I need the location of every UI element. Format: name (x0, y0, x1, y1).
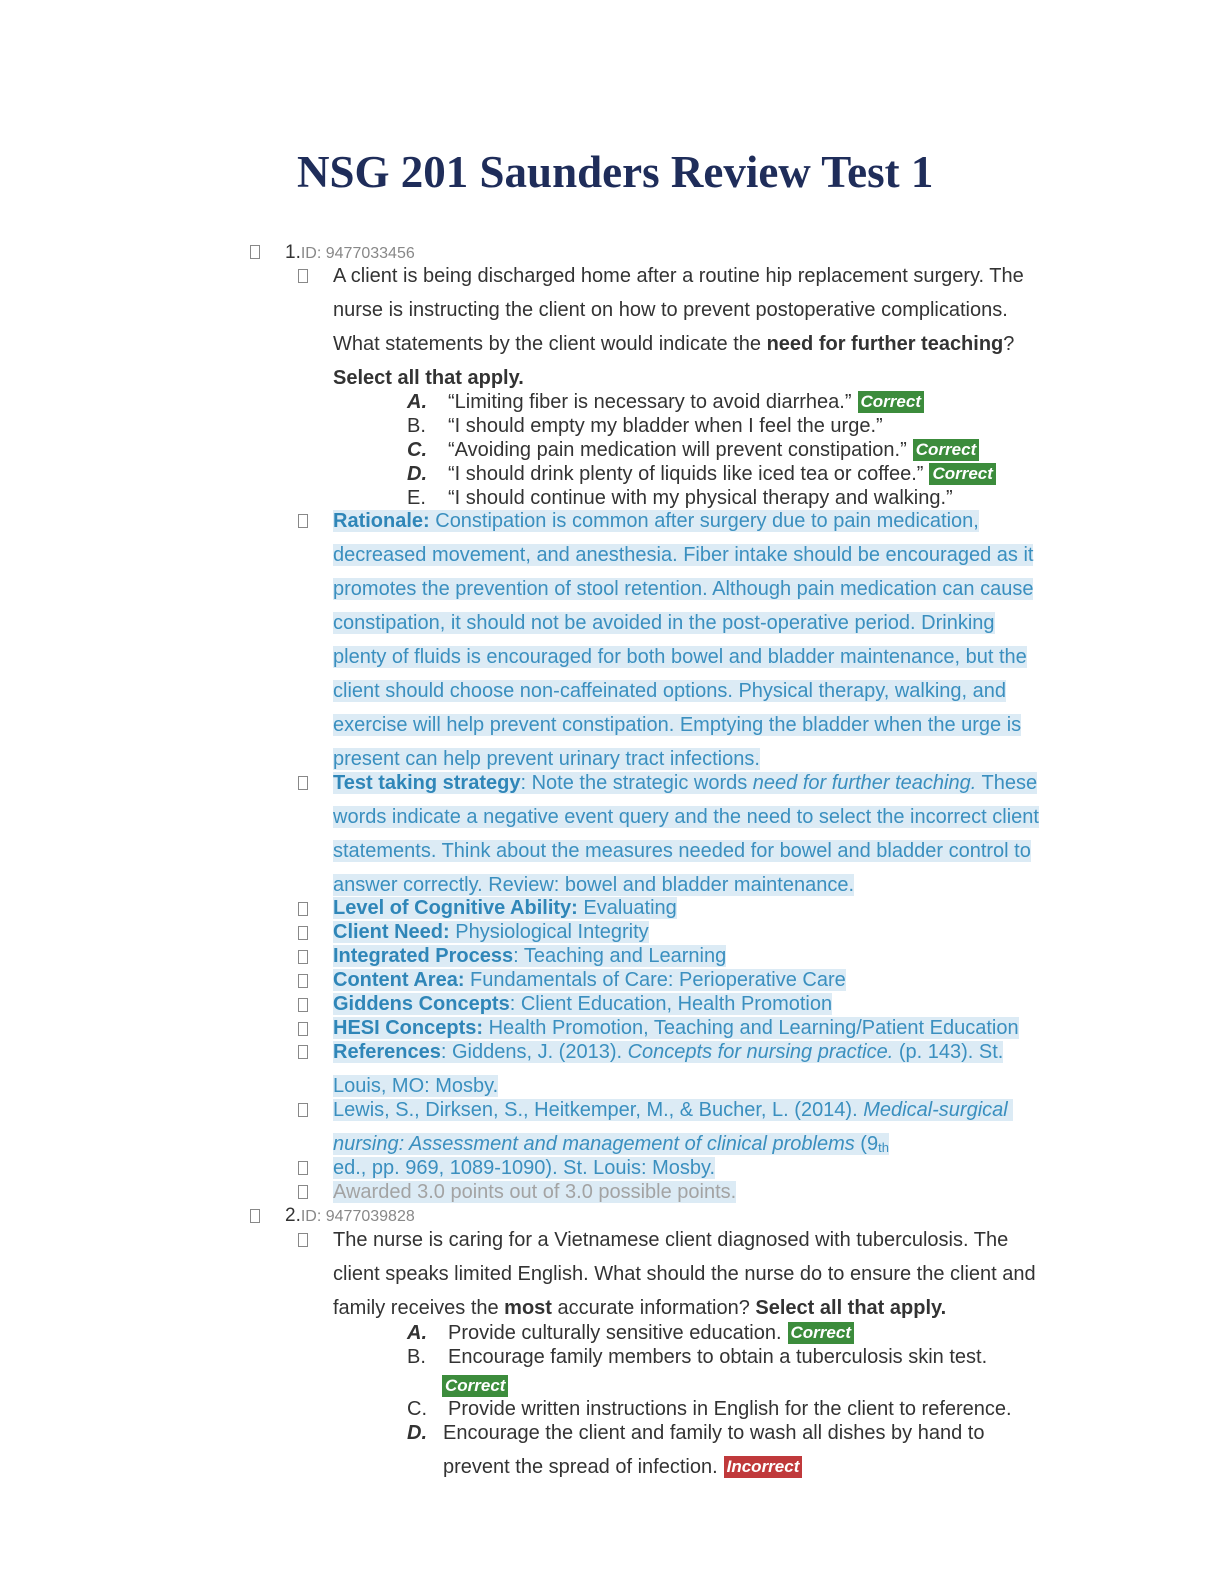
reference-highlight (333, 1133, 889, 1155)
reference-label: References (333, 1041, 441, 1063)
option-letter: A. (407, 1322, 427, 1344)
reference-highlight (333, 1099, 1013, 1121)
reference-italic: Concepts for nursing practice. (627, 1041, 894, 1063)
bullet (298, 998, 308, 1012)
rationale-text: plenty of fluids is encouraged for both bowel and bladder maintenance, but the (333, 646, 1027, 668)
correct-badge: Correct (858, 391, 924, 413)
option-letter: D. (407, 1422, 427, 1444)
meta-highlight (333, 993, 832, 1015)
correct-badge: Correct (788, 1322, 854, 1344)
reference-line (333, 1041, 1003, 1064)
bullet (298, 269, 308, 283)
meta-label: Content Area: (333, 969, 465, 991)
bullet (298, 1045, 308, 1059)
option-text: Encourage family members to obtain a tuberculosis skin test. (448, 1346, 988, 1368)
answer-option[interactable] (448, 1398, 1012, 1421)
meta-item (333, 897, 677, 920)
question-number-text: 1. (285, 242, 301, 263)
reference-text: (p. 143). St. (893, 1041, 1004, 1063)
strategy-italic: need for further teaching. (752, 772, 977, 794)
question-stem-line: The nurse is caring for a Vietnamese client diagnosed with tuberculosis. The (333, 1229, 1009, 1251)
meta-value: Evaluating (577, 897, 677, 919)
meta-item (333, 921, 649, 944)
bullet (250, 1209, 260, 1223)
option-text: Encourage the client and family to wash all dishes by hand to (443, 1422, 985, 1444)
question-number-text: 2. (285, 1205, 301, 1226)
reference-text: : Giddens, J. (2013). (440, 1041, 628, 1063)
meta-highlight (333, 921, 649, 943)
stem-text: ? (1003, 333, 1015, 355)
bullet (298, 1161, 308, 1175)
option-letter: B. (407, 1346, 426, 1368)
meta-highlight (333, 969, 846, 991)
rationale-line (333, 578, 1033, 601)
rationale-text: client should choose non-caffeinated options. Physical therapy, walking, and (333, 680, 1007, 702)
rationale-text: Constipation is common after surgery due to pain medication, (429, 510, 979, 532)
option-text: Provide written instructions in English for the client to reference. (448, 1398, 1012, 1420)
meta-item (333, 945, 726, 968)
question-stem-line: nurse is instructing the client on how to prevent postoperative complications. (333, 299, 1008, 321)
meta-label: Integrated Process (333, 945, 514, 967)
rationale-text: constipation, it should not be avoided in the post-operative period. Drinking (333, 612, 995, 634)
option-letter: B. (407, 415, 426, 437)
bullet (298, 974, 308, 988)
rationale-line (333, 646, 1027, 669)
rationale-line (333, 544, 1033, 567)
bullet (298, 902, 308, 916)
option-text: Provide culturally sensitive education. (448, 1322, 782, 1344)
answer-option[interactable] (448, 487, 953, 510)
meta-value: Fundamentals of Care: Perioperative Care (464, 969, 846, 991)
rationale-text: promotes the prevention of stool retention. Although pain medication can cause (333, 578, 1034, 600)
meta-highlight (333, 1017, 1019, 1039)
reference-highlight (333, 1041, 1003, 1063)
stem-emphasis: most (504, 1297, 552, 1319)
option-text: “I should drink plenty of liquids like iced tea or coffee.” (448, 463, 924, 485)
meta-item (333, 993, 832, 1016)
answer-option[interactable] (448, 439, 979, 462)
option-letter: A. (407, 391, 427, 413)
option-letter: C. (407, 1398, 427, 1420)
reference-text: Lewis, S., Dirksen, S., Heitkemper, M., & Bucher, L. (2014). (333, 1099, 864, 1121)
strategy-text: : Note the strategic words (520, 772, 753, 794)
rationale-highlight (333, 510, 979, 532)
option-text: “Limiting fiber is necessary to avoid diarrhea.” (448, 391, 852, 413)
reference-superscript: th (878, 1140, 889, 1155)
answer-option[interactable] (448, 463, 996, 486)
question-id: ID: 9477033456 (300, 245, 415, 262)
question-stem-line: A client is being discharged home after a routine hip replacement surgery. The (333, 265, 1024, 287)
option-letter: C. (407, 439, 427, 461)
select-all-instruction (333, 367, 524, 390)
reference-text: Louis, MO: Mosby. (333, 1075, 499, 1097)
bullet (250, 245, 260, 259)
awarded-points (333, 1181, 736, 1204)
rationale-line (333, 714, 1021, 737)
reference-text: ed., pp. 969, 1089-1090). St. Louis: Mosby. (333, 1157, 716, 1179)
question-number (285, 242, 415, 264)
reference-italic: Medical-surgical (863, 1099, 1008, 1121)
rationale-text: decreased movement, and anesthesia. Fiber intake should be encouraged as it (333, 544, 1034, 566)
bullet (298, 514, 308, 528)
select-all-text: Select all that apply. (755, 1297, 947, 1319)
strategy-label: Test taking strategy (333, 772, 521, 794)
reference-line (333, 1075, 498, 1098)
option-text: “Avoiding pain medication will prevent constipation.” (448, 439, 907, 461)
correct-badge: Correct (913, 439, 979, 461)
meta-item (333, 1017, 1019, 1040)
answer-option[interactable] (443, 1422, 984, 1445)
reference-line (333, 1099, 1013, 1122)
answer-option-continued (443, 1456, 802, 1479)
meta-item (333, 969, 846, 992)
strategy-text: answer correctly. Review: bowel and bladder maintenance. (333, 874, 855, 896)
reference-line (333, 1157, 715, 1180)
stem-text: family receives the (333, 1297, 505, 1319)
bullet (298, 950, 308, 964)
reference-italic: nursing: Assessment and management of clinical problems (333, 1133, 855, 1155)
answer-option-badge-line (436, 1375, 508, 1398)
meta-value: Health Promotion, Teaching and Learning/Patient Education (483, 1017, 1019, 1039)
incorrect-badge: Incorrect (724, 1456, 803, 1478)
correct-badge: Correct (442, 1375, 508, 1397)
strategy-text: statements. Think about the measures needed for bowel and bladder control to (333, 840, 1031, 862)
rationale-text: present can help prevent urinary tract infections. (333, 748, 760, 770)
strategy-text: These (976, 772, 1038, 794)
answer-option[interactable] (448, 391, 924, 414)
answer-option[interactable] (448, 415, 883, 438)
question-number (285, 1205, 415, 1227)
rationale-line (333, 510, 979, 533)
option-text: “I should empty my bladder when I feel the urge.” (448, 415, 883, 437)
stem-text: What statements by the client would indicate the (333, 333, 767, 355)
bullet (298, 1233, 308, 1247)
stem-text: accurate information? (551, 1297, 756, 1319)
select-all-text: Select all that apply. (333, 367, 524, 389)
strategy-text: words indicate a negative event query and the need to select the incorrect client (333, 806, 1039, 828)
awarded-points-text: Awarded 3.0 points out of 3.0 possible points. (333, 1181, 737, 1203)
bullet (298, 926, 308, 940)
option-text: “I should continue with my physical therapy and walking.” (448, 487, 953, 509)
rationale-label: Rationale: (333, 510, 430, 532)
strategy-line (333, 806, 1039, 829)
rationale-line (333, 612, 995, 635)
bullet (298, 1185, 308, 1199)
meta-label: Giddens Concepts (333, 993, 510, 1015)
meta-value: Physiological Integrity (449, 921, 649, 943)
rationale-text: exercise will help prevent constipation. Emptying the bladder when the urge is (333, 714, 1022, 736)
meta-label: Level of Cognitive Ability: (333, 897, 578, 919)
meta-label: Client Need: (333, 921, 450, 943)
meta-value: : Teaching and Learning (513, 945, 727, 967)
bullet (298, 776, 308, 790)
bullet (298, 1103, 308, 1117)
option-letter: E. (407, 487, 426, 509)
question-stem-line: client speaks limited English. What should the nurse do to ensure the client and (333, 1263, 1036, 1285)
answer-option[interactable] (448, 1322, 854, 1345)
page-title: NSG 201 Saunders Review Test 1 (297, 147, 934, 197)
reference-line (333, 1133, 889, 1156)
strategy-highlight (333, 772, 1037, 794)
option-letter: D. (407, 463, 427, 485)
stem-emphasis: need for further teaching (766, 333, 1004, 355)
bullet (298, 1022, 308, 1036)
strategy-line (333, 840, 1031, 863)
rationale-line (333, 748, 760, 771)
meta-highlight (333, 945, 726, 967)
answer-option[interactable] (448, 1346, 987, 1369)
strategy-line (333, 772, 1037, 795)
question-stem-line (333, 1297, 946, 1320)
rationale-line (333, 680, 1006, 703)
meta-value: : Client Education, Health Promotion (509, 993, 833, 1015)
meta-highlight (333, 897, 677, 919)
question-id: ID: 9477039828 (300, 1208, 415, 1225)
reference-text: (9 (854, 1133, 879, 1155)
strategy-line (333, 874, 854, 897)
question-stem-line (333, 333, 1014, 356)
meta-label: HESI Concepts: (333, 1017, 484, 1039)
option-text: prevent the spread of infection. (443, 1456, 718, 1478)
correct-badge: Correct (929, 463, 995, 485)
